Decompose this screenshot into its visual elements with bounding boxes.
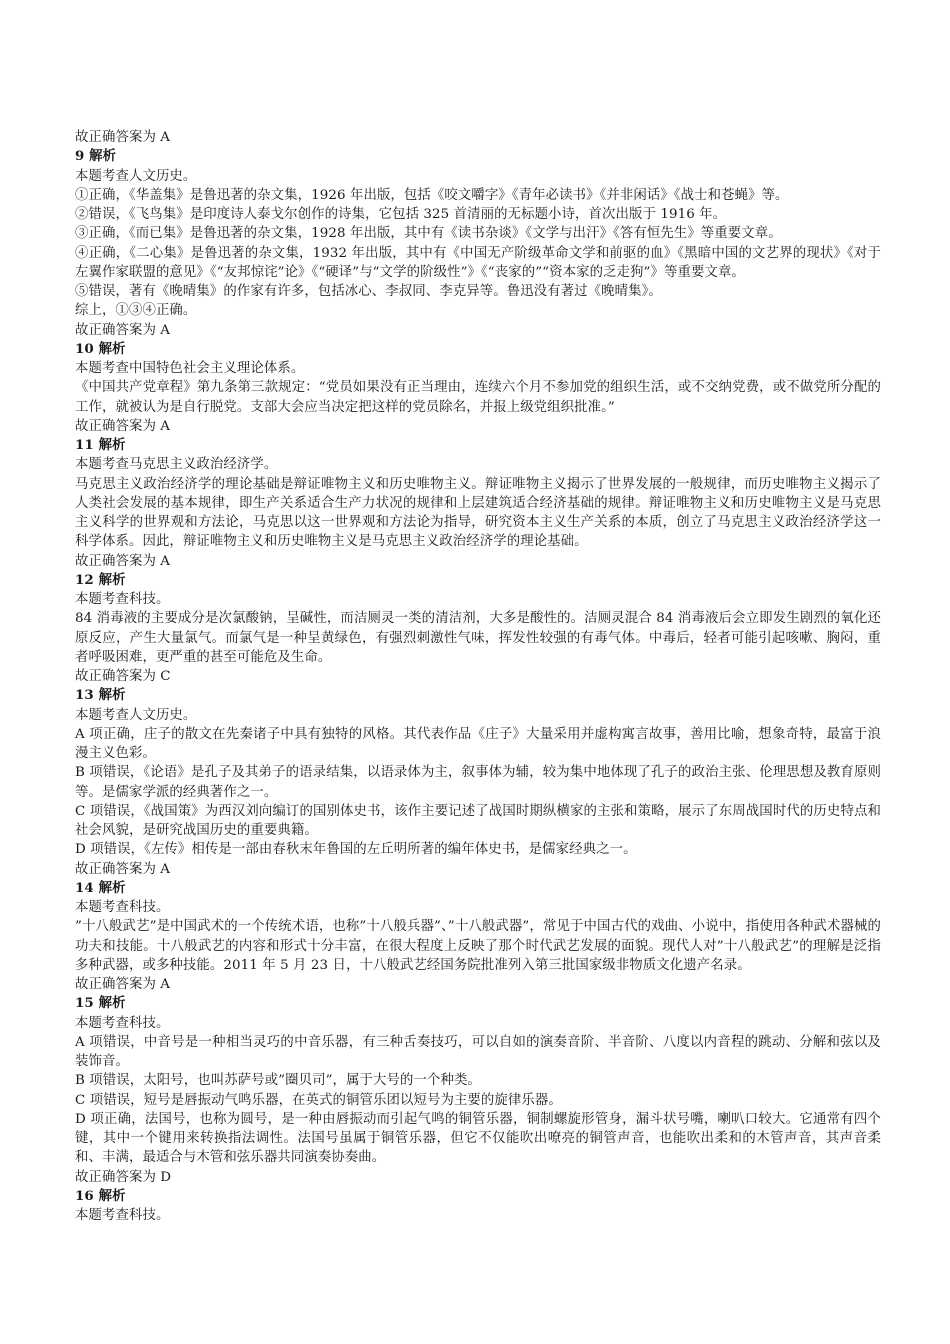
paragraph: 故正确答案为 A bbox=[75, 553, 171, 569]
paragraph: ③正确，《而已集》是鲁迅著的杂文集，1928 年出版，其中有《读书杂谈》《文学与出汗》《答有恒先生》等重要文章。 bbox=[75, 226, 782, 242]
paragraph: 故正确答案为 A bbox=[75, 418, 171, 434]
paragraph: 故正确答案为 C bbox=[75, 669, 171, 684]
paragraph: 本题考查科技。 bbox=[75, 1015, 170, 1031]
paragraph: 故正确答案为 A bbox=[75, 861, 171, 877]
paragraph: 本题考查人文历史。 bbox=[75, 168, 197, 184]
paragraph: 故正确答案为 A bbox=[75, 130, 171, 145]
paragraph: 综上，①③④正确。 bbox=[75, 303, 197, 319]
paragraph: ”十八般武艺”是中国武术的一个传统术语，也称”十八般兵器”、”十八般武器”，常见于中国古代的戏曲、小说中，指使用各种武术器械的功夫和技能。十八般武艺的内容和形式十分丰富，在很大程度上反映了那个时代武艺发展的面貌。现代人对”十八般武艺”的理解是泛指多种武器，或多种技能。2011 年 5 月 23 日，十八般武艺经国务院批准列入第三批国家级非物质文化遗产名录。 bbox=[75, 919, 881, 973]
paragraph: 故正确答案为 A bbox=[75, 322, 171, 338]
paragraph: 故正确答案为 D bbox=[75, 1169, 172, 1185]
question-heading: 14 解析 bbox=[75, 879, 126, 896]
paragraph: D 项错误，《左传》相传是一部由春秋末年鲁国的左丘明所著的编年体史书，是儒家经典之一。 bbox=[75, 842, 637, 858]
paragraph: 故正确答案为 A bbox=[75, 977, 171, 992]
paragraph: 84 消毒液的主要成分是次氯酸钠，呈碱性，而洁厕灵一类的清洁剂，大多是酸性的。洁厕灵混合 84 消毒液后会立即发生剧烈的氧化还原反应，产生大量氯气。而氯气是一种呈黄绿色，有强烈刺激性气味，挥发性较强的有毒气体。中毒后，轻者可能引起咳嗽、胸闷，重者呼吸困难，更严重的甚至可能危及生命。 bbox=[75, 611, 881, 665]
paragraph: 本题考查科技。 bbox=[75, 1208, 170, 1223]
paragraph: 《中国共产党章程》第九条第三款规定：“党员如果没有正当理由，连续六个月不参加党的组织生活，或不交纳党费，或不做党所分配的工作，就被认为是自行脱党。支部大会应当决定把这样的党员除名，并报上级党组织批准。” bbox=[75, 380, 881, 415]
paragraph: B 项错误，太阳号，也叫苏萨号或”圈贝司”，属于大号的一个种类。 bbox=[75, 1073, 481, 1089]
question-heading: 12 解析 bbox=[75, 571, 126, 588]
paragraph: ④正确，《二心集》是鲁迅著的杂文集，1932 年出版，其中有《中国无产阶级革命文学和前驱的血》《黑暗中国的文艺界的现状》《对于左翼作家联盟的意见》《“友邦惊诧”论》《“硬译”与“文学的阶级性”》《“丧家的”“资本家的乏走狗”》等重要文章。 bbox=[75, 245, 881, 280]
question-heading: 11 解析 bbox=[75, 437, 126, 453]
question-heading: 15 解析 bbox=[75, 995, 126, 1012]
paragraph: 本题考查马克思主义政治经济学。 bbox=[75, 457, 278, 473]
paragraph: A 项错误，中音号是一种相当灵巧的中音乐器，有三种舌奏技巧，可以自如的演奏音阶、半音阶、八度以内音程的跳动、分解和弦以及装饰音。 bbox=[75, 1034, 881, 1069]
paragraph: B 项错误，《论语》是孔子及其弟子的语录结集，以语录体为主，叙事体为辅，较为集中地体现了孔子的政治主张、伦理思想及教育原则等。是儒家学派的经典著作之一。 bbox=[75, 765, 881, 800]
paragraph: ①正确，《华盖集》是鲁迅著的杂文集，1926 年出版，包括《咬文嚼字》《青年必读书》《并非闲话》《战士和苍蝇》等。 bbox=[75, 187, 789, 203]
question-heading: 9 解析 bbox=[75, 148, 117, 165]
paragraph: ⑤错误，著有《晚晴集》的作家有许多，包括冰心、李叔同、李克异等。鲁迅没有著过《晚晴集》。 bbox=[75, 284, 662, 299]
paragraph: 本题考查人文历史。 bbox=[75, 707, 197, 723]
paragraph: 本题考查科技。 bbox=[75, 592, 170, 607]
document-body bbox=[75, 128, 881, 1225]
paragraph: D 项正确，法国号，也称为圆号，是一种由唇振动而引起气鸣的铜管乐器，铜制螺旋形管身，漏斗状号嘴，喇叭口较大。它通常有四个键，其中一个键用来转换指法调性。法国号虽属于铜管乐器，但它不仅能吹出嘹亮的铜管声音，也能吹出柔和的木管声音，其声音柔和、丰满，最适合与木管和弦乐器共同演奏协奏曲。 bbox=[75, 1111, 881, 1166]
paragraph: 马克思主义政治经济学的理论基础是辩证唯物主义和历史唯物主义。辩证唯物主义揭示了世界发展的一般规律，而历史唯物主义揭示了人类社会发展的基本规律，即生产关系适合生产力状况的规律和上层建筑适合经济基础的规律。辩证唯物主义和历史唯物主义是马克思主义科学的世界观和方法论，马克思以这一世界观和方法论为指导，研究资本主义生产关系的本质，创立了马克思主义政治经济学这一科学体系。因此，辩证唯物主义和历史唯物主义是马克思主义政治经济学的理论基础。 bbox=[75, 476, 881, 550]
paragraph: C 项错误，短号是唇振动气鸣乐器，在英式的铜管乐团以短号为主要的旋律乐器。 bbox=[75, 1092, 562, 1108]
paragraph: C 项错误，《战国策》为西汉刘向编订的国别体史书，该作主要记述了战国时期纵横家的主张和策略，展示了东周战国时代的历史特点和社会风貌，是研究战国历史的重要典籍。 bbox=[75, 803, 881, 838]
question-heading: 10 解析 bbox=[75, 340, 126, 357]
paragraph: ②错误，《飞鸟集》是印度诗人泰戈尔创作的诗集，它包括 325 首清丽的无标题小诗，首次出版于 1916 年。 bbox=[75, 207, 727, 222]
question-heading: 16 解析 bbox=[75, 1187, 126, 1204]
paragraph: 本题考查中国特色社会主义理论体系。 bbox=[75, 361, 305, 376]
paragraph: 本题考查科技。 bbox=[75, 900, 170, 915]
paragraph: A 项正确，庄子的散文在先秦诸子中具有独特的风格。其代表作品《庄子》大量采用并虚构寓言故事，善用比喻，想象奇特，最富于浪漫主义色彩。 bbox=[75, 726, 881, 761]
question-heading: 13 解析 bbox=[75, 687, 126, 704]
